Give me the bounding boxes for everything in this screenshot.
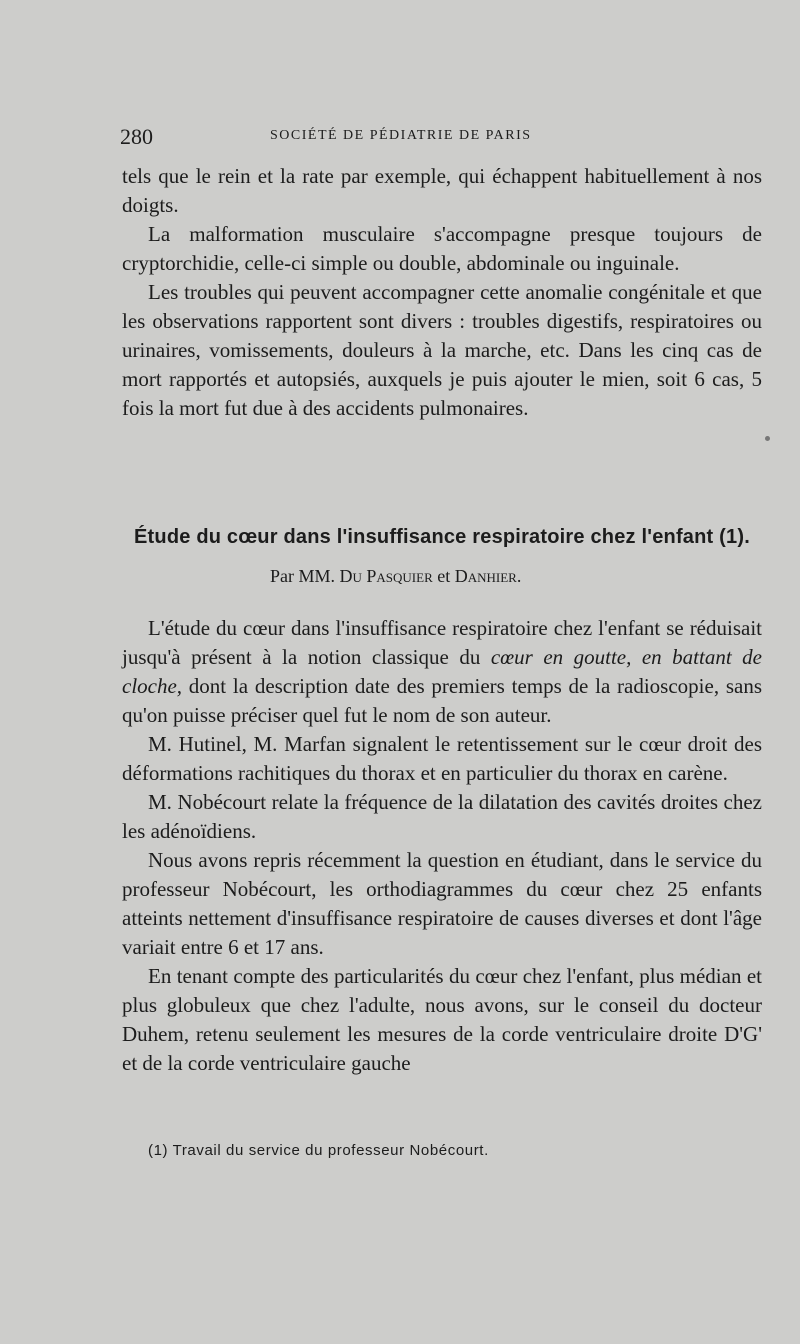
italic-text: cœur en goutte, en battant de cloche, [122,645,762,698]
paragraph [122,614,762,730]
previous-article-ending [122,162,762,423]
article-byline [270,566,521,587]
paragraph: Nous avons repris récemment la question en étudiant, dans le service du professeur Nobécourt, les orthodiagrammes du cœur chez 25 enfants atteints nettement d'insuffisance respiratoire de causes diverses et dont l'âge variait entre 6 et 17 ans. [122,848,762,959]
page-number: 280 [120,124,153,149]
margin-mark [765,436,770,441]
byline-join: et [437,566,451,586]
byline-prefix: Par MM. [270,566,336,586]
page-header [120,124,590,152]
paragraph-text: dont la description date des premiers temps de la radioscopie, sans qu'on puisse préciser quel fut le nom de son auteur. [122,674,762,727]
author-name: Danhier. [454,566,522,586]
paragraph: M. Hutinel, M. Marfan signalent le retentissement sur le cœur droit des déformations rachitiques du thorax et en particulier du thorax en carène. [122,732,762,785]
running-head: SOCIÉTÉ DE PÉDIATRIE DE PARIS [270,128,532,143]
paragraph: En tenant compte des particularités du cœur chez l'enfant, plus médian et plus globuleux que chez l'adulte, nous avons, sur le conseil du docteur Duhem, retenu seulement les mesures de la corde ventriculaire droite D'G' et de la corde ventriculaire gauche [122,964,762,1075]
paragraph: M. Nobécourt relate la fréquence de la dilatation des cavités droites chez les adénoïdiens. [122,790,762,843]
paragraph-text: L'étude du cœur dans l'insuffisance respiratoire chez l'enfant se réduisait jusqu'à présent à la notion classique du [122,616,762,669]
paragraph: Les troubles qui peuvent accompagner cette anomalie congénitale et que les observations rapportent sont divers : troubles digestifs, respiratoires ou urinaires, vomissements, douleurs à la marche, etc. Dans les cinq cas de mort rapportés et autopsiés, auxquels je puis ajouter le mien, soit 6 cas, 5 fois la mort fut due à des accidents pulmonaires. [122,280,762,420]
paragraph: La malformation musculaire s'accompagne presque toujours de cryptorchidie, celle-ci simple ou double, abdominale ou inguinale. [122,222,762,275]
article-body [122,614,762,1078]
author-name: Du Pasquier [339,566,433,586]
footnote: (1) Travail du service du professeur Nobécourt. [148,1142,489,1159]
paragraph: tels que le rein et la rate par exemple, qui échappent habituellement à nos doigts. [122,164,762,217]
article-title: Étude du cœur dans l'insuffisance respiratoire chez l'enfant (1). [134,526,750,548]
